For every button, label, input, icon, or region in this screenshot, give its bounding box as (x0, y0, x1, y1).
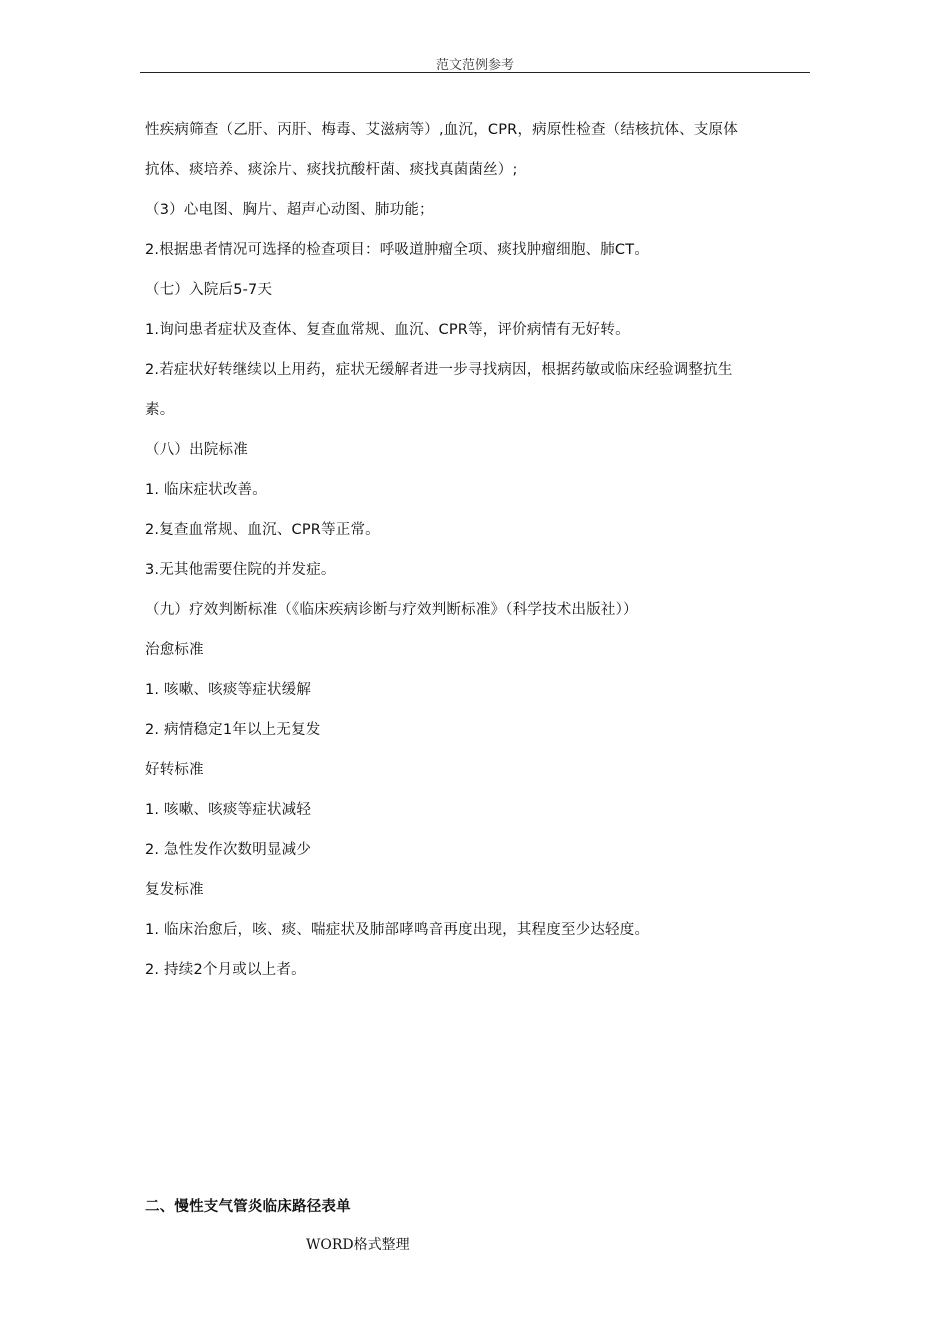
body-line: 1. 咳嗽、咳痰等症状减轻 (145, 802, 312, 818)
header-rule (140, 72, 810, 73)
body-line: 1.询问患者症状及查体、复查血常规、血沉、CPR等，评价病情有无好转。 (145, 322, 630, 338)
section-heading: （八）出院标准 (145, 442, 248, 458)
body-line: 性疾病筛查（乙肝、丙肝、梅毒、艾滋病等）,血沉，CPR，病原性检查（结核抗体、支原体 (145, 122, 738, 138)
body-line: 1. 临床症状改善。 (145, 482, 267, 498)
body-line: 素。 (145, 402, 175, 418)
section-heading: （七）入院后5-7天 (145, 282, 273, 298)
page-header: 范文范例参考 (435, 58, 514, 73)
body-line: 1. 咳嗽、咳痰等症状缓解 (145, 682, 312, 698)
body-line: 1. 临床治愈后，咳、痰、喘症状及肺部哮鸣音再度出现，其程度至少达轻度。 (145, 922, 650, 938)
section-title: 二、慢性支气管炎临床路径表单 (145, 1199, 351, 1215)
body-line: 2.根据患者情况可选择的检查项目：呼吸道肿瘤全项、痰找肿瘤细胞、肺CT。 (145, 242, 650, 258)
body-line: 2. 持续2个月或以上者。 (145, 962, 306, 978)
body-line: （3）心电图、胸片、超声心动图、肺功能； (145, 202, 434, 218)
subheading: 复发标准 (145, 882, 204, 898)
body-line: 3.无其他需要住院的并发症。 (145, 562, 336, 578)
page-footer: WORD格式整理 (306, 1237, 410, 1253)
body-line: 2. 急性发作次数明显减少 (145, 842, 312, 858)
section-heading: （九）疗效判断标准（《临床疾病诊断与疗效判断标准》（科学技术出版社）） (145, 602, 638, 618)
body-line: 抗体、痰培养、痰涂片、痰找抗酸杆菌、痰找真菌菌丝）; (145, 162, 518, 178)
subheading: 治愈标准 (145, 642, 204, 658)
body-line: 2. 病情稳定1年以上无复发 (145, 722, 321, 738)
body-line: 2.若症状好转继续以上用药，症状无缓解者进一步寻找病因，根据药敏或临床经验调整抗生 (145, 362, 733, 378)
body-line: 2.复查血常规、血沉、CPR等正常。 (145, 522, 380, 538)
subheading: 好转标准 (145, 762, 204, 778)
